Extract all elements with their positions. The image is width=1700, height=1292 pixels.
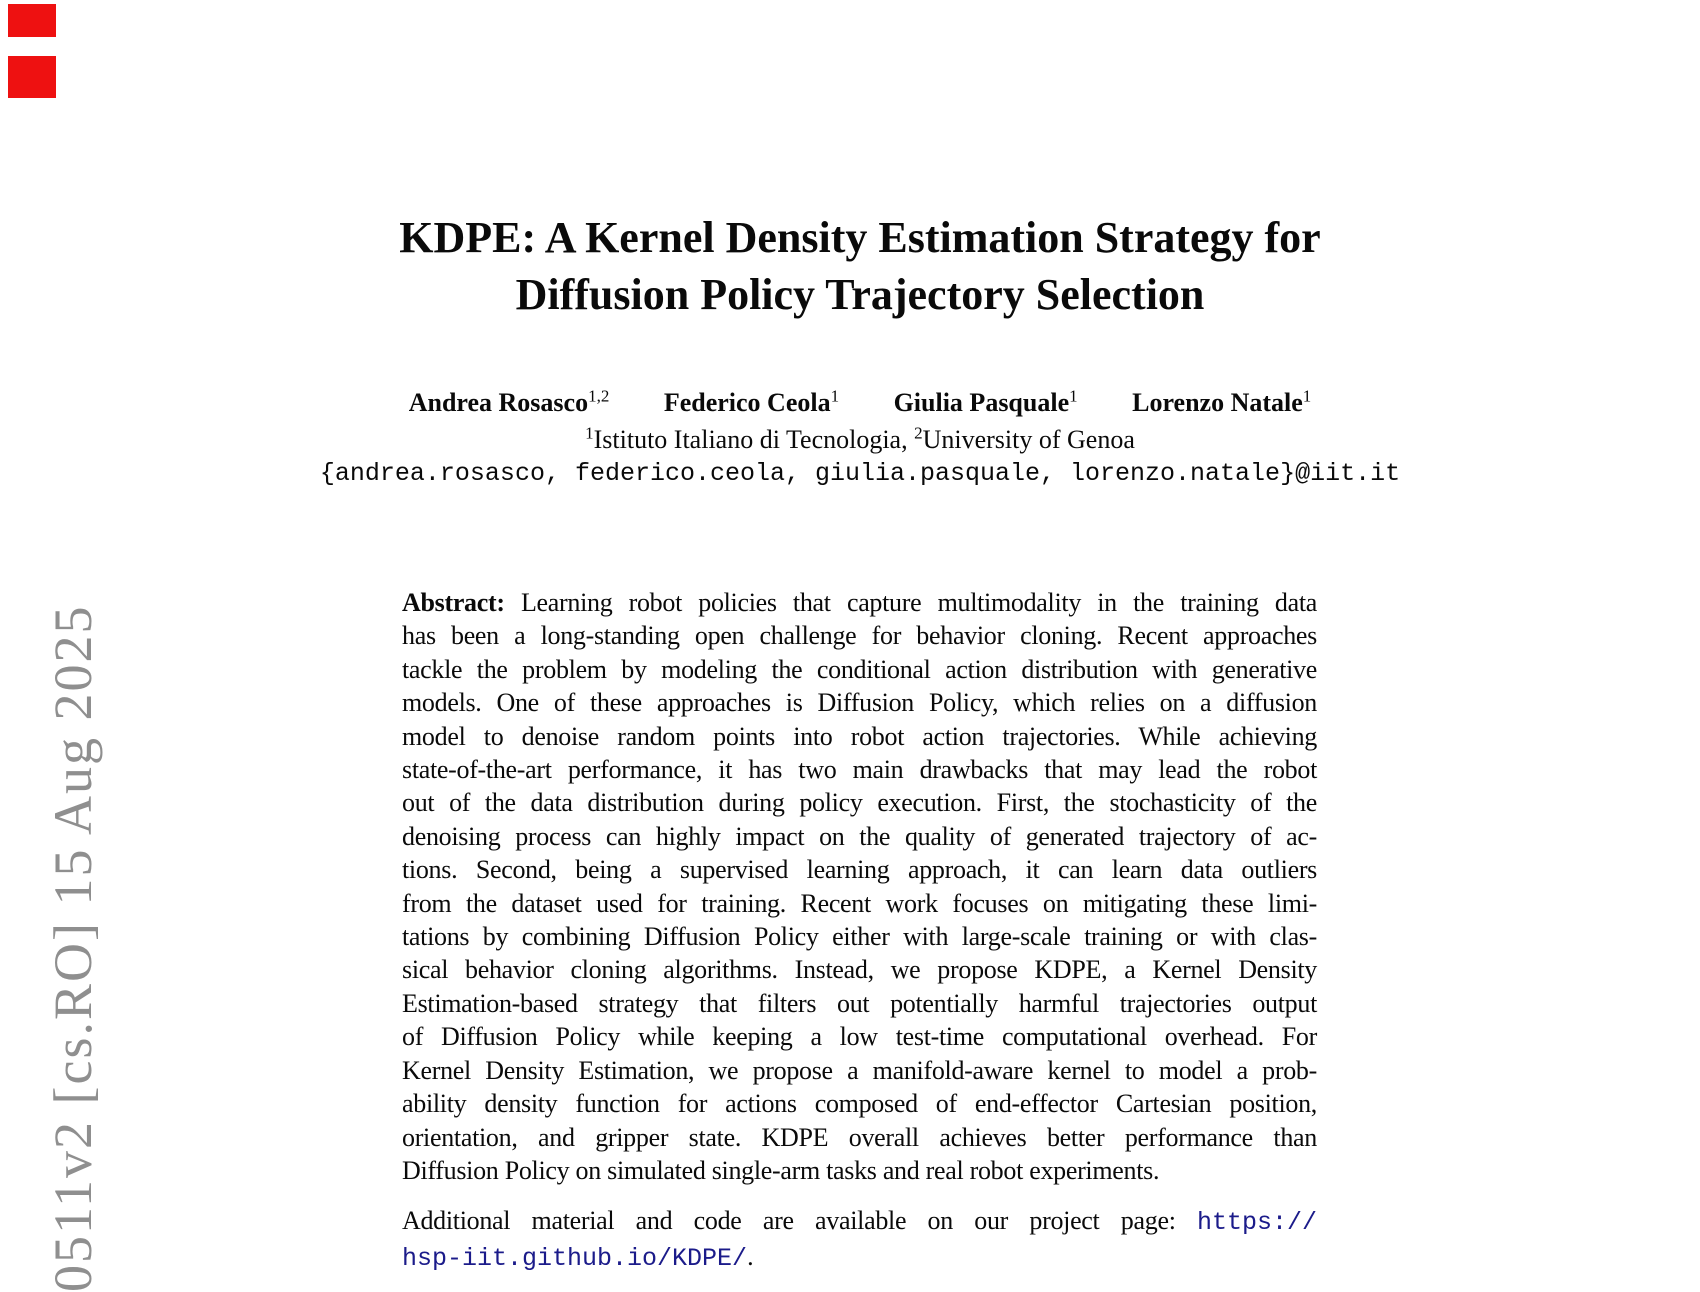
- sentence-period: .: [747, 1241, 754, 1271]
- abstract-line: has been a long-standing open challenge for behavior cloning. Recent approaches: [402, 621, 1317, 651]
- author-andrea-rosasco: Andrea Rosasco$^{1,2}$: [408, 386, 610, 417]
- additional-note-line1: Additional material and code are available on our project page: https://: [402, 1206, 1318, 1237]
- abstract-line: model to denoise random points into robot action trajectories. While achieving: [402, 721, 1317, 751]
- affiliation-org-2: University of Genoa: [922, 425, 1135, 454]
- abstract-line: state-of-the-art performance, it has two main drawbacks that may lead the robot: [402, 755, 1317, 785]
- paper-title-line1: KDPE: A Kernel Density Estimation Strategy for: [399, 213, 1321, 262]
- abstract-line: orientation, and gripper state. KDPE overall achieves better performance than: [402, 1122, 1317, 1152]
- abstract-line: Kernel Density Estimation, we propose a manifold-aware kernel to model a prob-: [402, 1055, 1317, 1085]
- affiliation-sup-1: 1: [585, 423, 594, 443]
- abstract-line: out of the data distribution during policy execution. First, the stochasticity of the: [402, 788, 1317, 818]
- author-lorenzo-natale: Lorenzo Natale$^1$: [1132, 386, 1312, 417]
- author-affiliation-sup: 1,2: [588, 386, 610, 406]
- abstract-line: denoising process can highly impact on the quality of generated trajectory of ac-: [402, 821, 1317, 851]
- paper-title: [285, 209, 1435, 323]
- abstract: [402, 586, 1317, 1187]
- author-affiliation-sup: 1: [830, 386, 840, 406]
- abstract-line: Abstract: Learning robot policies that capture multimodality in the training data: [402, 588, 1317, 617]
- abstract-line: models. One of these approaches is Diffusion Policy, which relies on a diffusion: [402, 688, 1317, 718]
- project-page-link[interactable]: https://: [1196, 1208, 1318, 1237]
- project-page-link[interactable]: hsp-iit.github.io/KDPE/: [402, 1243, 748, 1273]
- abstract-label: Abstract:: [402, 588, 505, 617]
- abstract-line: tions. Second, being a supervised learning approach, it can learn data outliers: [402, 855, 1317, 885]
- affiliation-line: [285, 423, 1435, 457]
- abstract-line: of Diffusion Policy while keeping a low test-time computational overhead. For: [402, 1022, 1317, 1052]
- affiliation-org-1: Istituto Italiano di Tecnologia,: [593, 425, 908, 454]
- abstract-line: from the dataset used for training. Recent work focuses on mitigating these limi-: [402, 888, 1317, 918]
- red-corner-mark-1: [8, 4, 56, 37]
- abstract-line: tations by combining Diffusion Policy either with large-scale training or with clas-: [402, 922, 1317, 952]
- additional-note: [402, 1204, 1317, 1276]
- authors-line: [285, 386, 1435, 420]
- author-affiliation-sup: 1: [1069, 386, 1078, 406]
- abstract-line: sical behavior cloning algorithms. Instead, we propose KDPE, a Kernel Density: [402, 955, 1317, 985]
- paper-title-line2: Diffusion Policy Trajectory Selection: [515, 270, 1205, 319]
- red-corner-mark-2: [8, 56, 56, 98]
- arxiv-stamp: 0511v2 [cs.RO] 15 Aug 2025: [43, 604, 103, 1292]
- author-affiliation-sup: 1: [1302, 386, 1312, 406]
- author-giulia-pasquale: Giulia Pasquale$^1$: [893, 386, 1078, 417]
- abstract-line: tackle the problem by modeling the conditional action distribution with generative: [402, 654, 1317, 684]
- author-federico-ceola: Federico Ceola$^1$: [663, 386, 840, 417]
- abstract-line: Diffusion Policy on simulated single-arm tasks and real robot experiments.: [402, 1155, 1160, 1185]
- abstract-line: Estimation-based strategy that filters out potentially harmful trajectories output: [402, 988, 1317, 1018]
- email-line: {andrea.rosasco, federico.ceola, giulia.pasquale, lorenzo.natale}@iit.it: [319, 459, 1401, 488]
- abstract-line: ability density function for actions composed of end-effector Cartesian position,: [402, 1089, 1317, 1119]
- additional-note-line2: [402, 1240, 1317, 1276]
- affiliation-sup-2: 2: [914, 423, 923, 443]
